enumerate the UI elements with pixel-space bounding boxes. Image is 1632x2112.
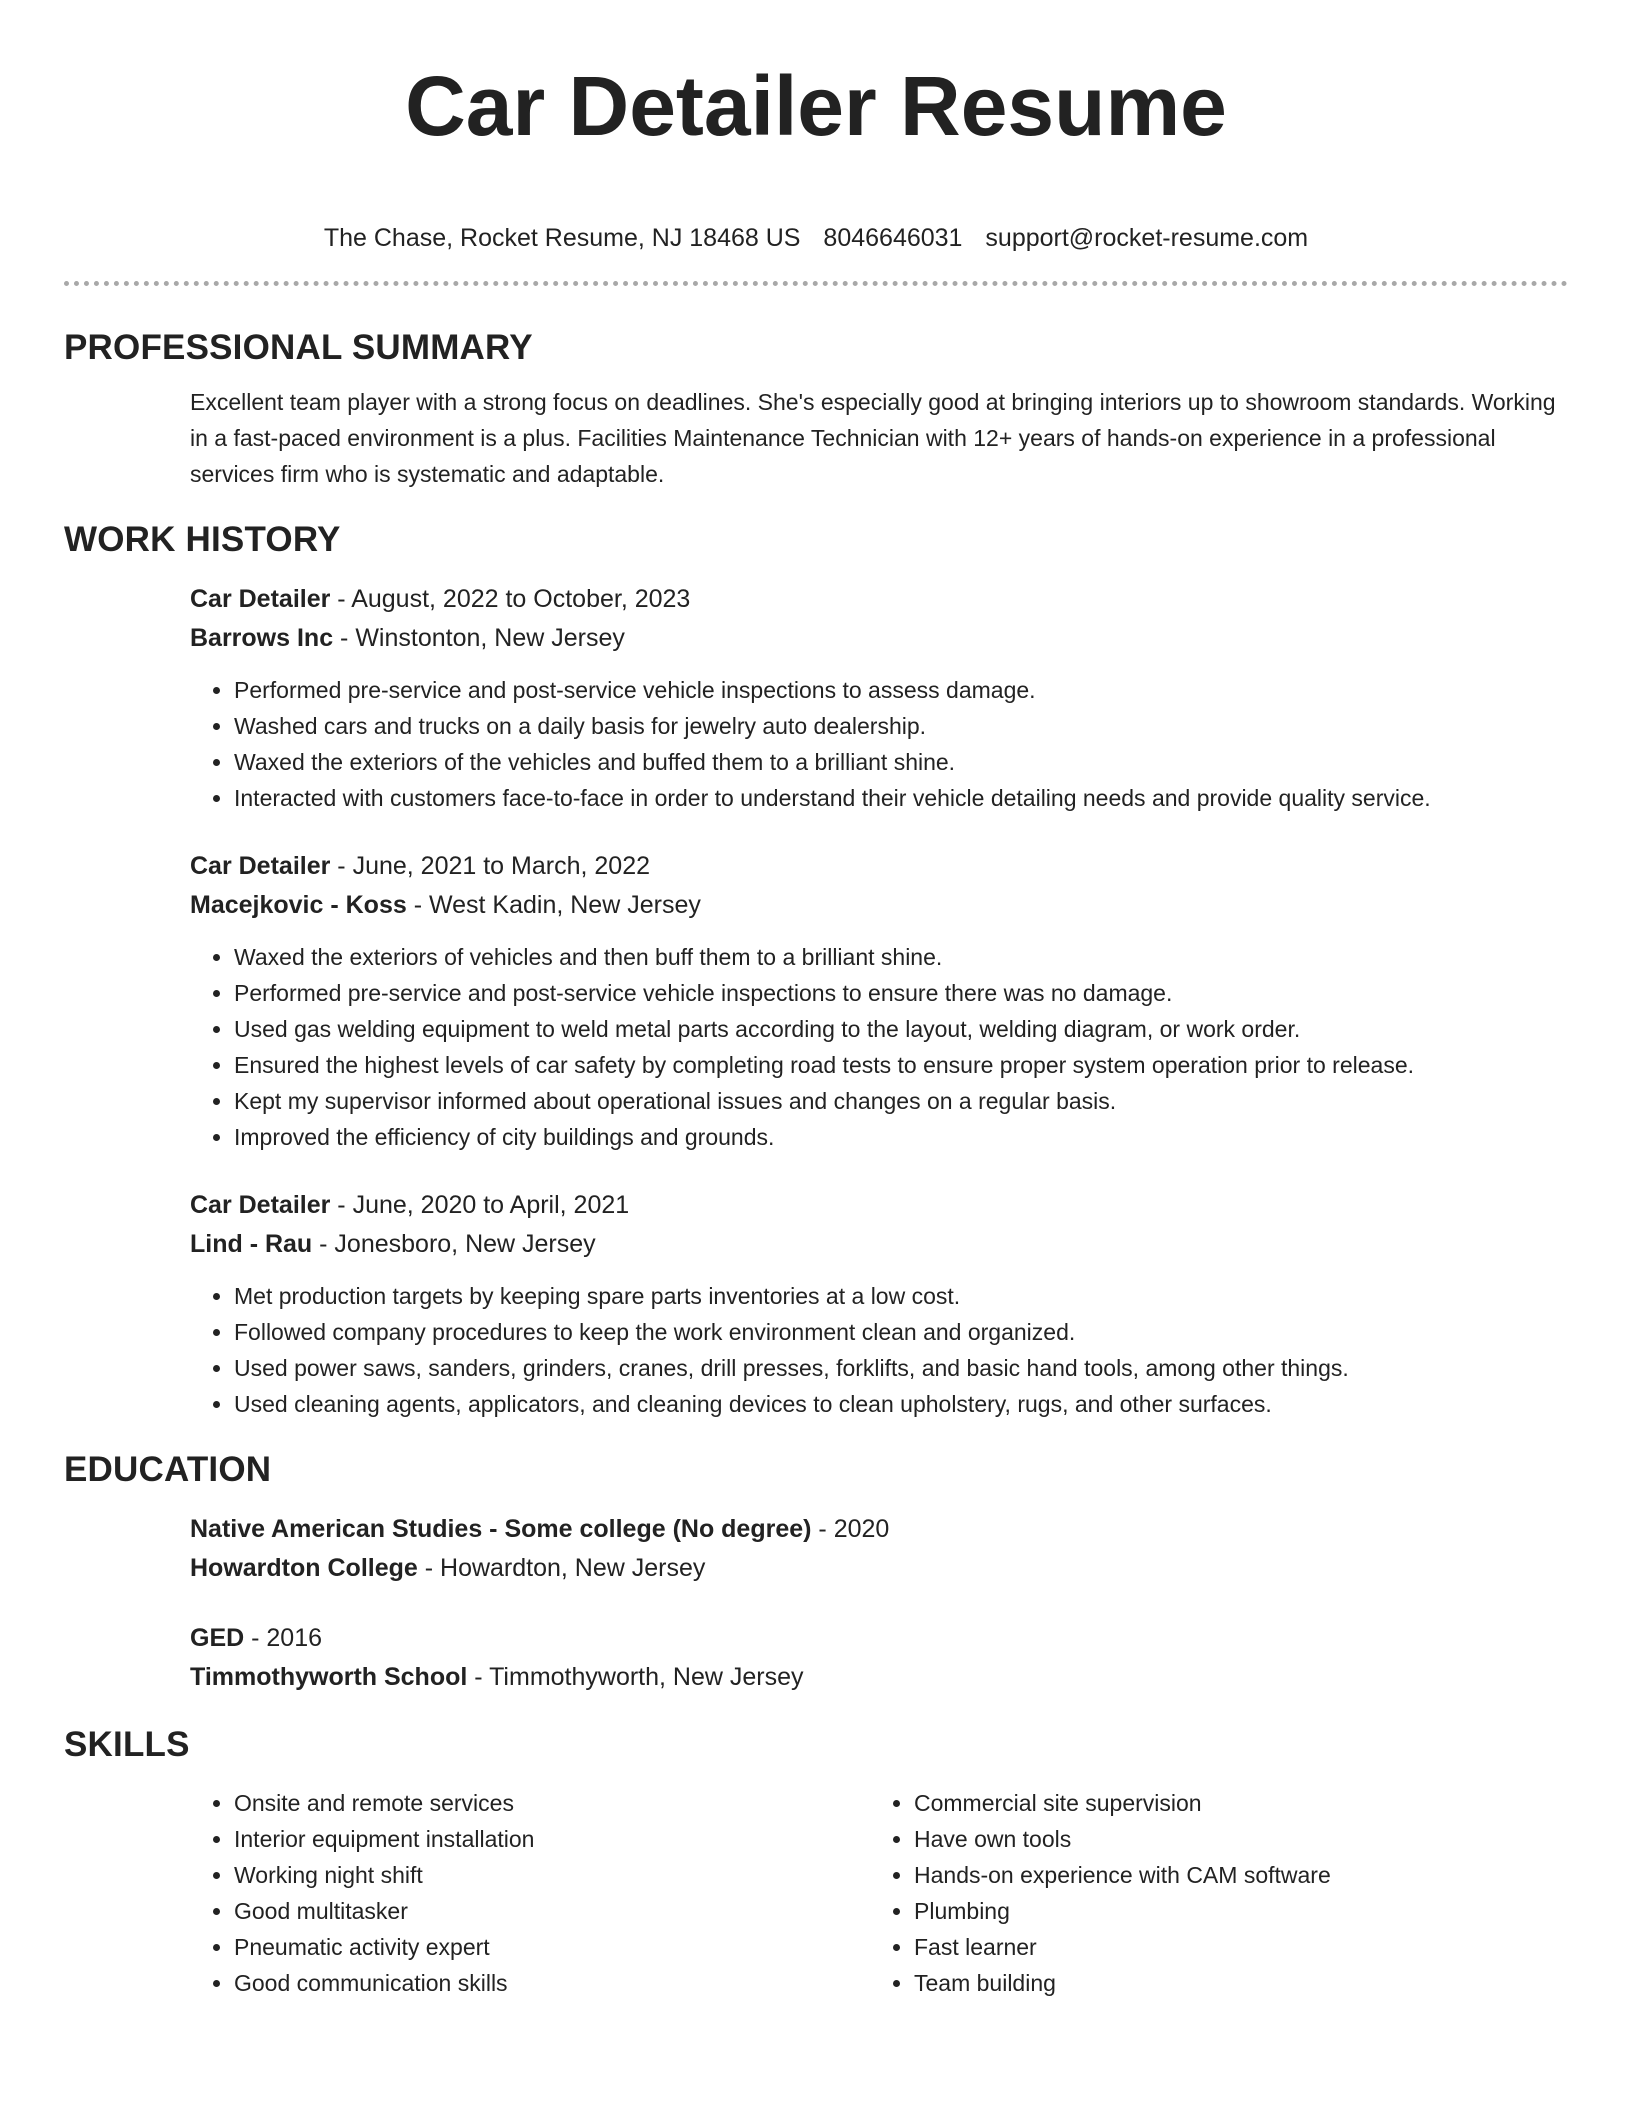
list-item: • Ensured the highest levels of car safety by completing road tests to ensure proper system operation prior to release.: [234, 1047, 1568, 1083]
job-title-line: [190, 847, 1568, 886]
job-entry: [190, 1186, 1568, 1422]
job-dates: - June, 2020 to April, 2021: [330, 1191, 630, 1219]
skills-heading: SKILLS: [64, 1725, 190, 1764]
summary-section: [190, 384, 1568, 492]
skills-list: [870, 1785, 1550, 2001]
list-item: • Followed company procedures to keep the work environment clean and organized.: [234, 1314, 1568, 1350]
list-item: • Kept my supervisor informed about operational issues and changes on a regular basis.: [234, 1083, 1568, 1119]
contact-line: [64, 222, 1568, 254]
education-heading: EDUCATION: [64, 1450, 272, 1489]
job-location: - West Kadin, New Jersey: [406, 891, 701, 919]
list-item: • Interior equipment installation: [234, 1821, 870, 1857]
job-company-line: [190, 1225, 1568, 1264]
job-location: - Winstonton, New Jersey: [333, 624, 625, 652]
degree-name: Native American Studies - Some college (No degree): [190, 1515, 812, 1543]
list-item: • Pneumatic activity expert: [234, 1929, 870, 1965]
list-item: • Waxed the exteriors of vehicles and then buff them to a brilliant shine.: [234, 939, 1568, 975]
resume-title: Car Detailer Resume: [405, 59, 1227, 153]
degree-year: - 2020: [811, 1515, 890, 1543]
school-name: Howardton College: [190, 1554, 418, 1582]
degree-name: GED: [190, 1624, 245, 1652]
job-location: - Jonesboro, New Jersey: [312, 1230, 596, 1258]
job-title-line: [190, 580, 1568, 619]
job-title-line: [190, 1186, 1568, 1225]
skills-section: [190, 1785, 1568, 2001]
list-item: • Plumbing: [914, 1893, 1550, 1929]
list-item: • Fast learner: [914, 1929, 1550, 1965]
education-entry: [190, 1510, 1568, 1588]
list-item: • Have own tools: [914, 1821, 1550, 1857]
summary-text: Excellent team player with a strong focus on deadlines. She's especially good at bringing interiors up to showroom standards. Working in a fast-paced environment is a plus. Facilities Maintenance Technician with 12+ years of hands-on experience in a professional services firm who is systematic and adaptable.: [190, 389, 1556, 487]
school-name: Timmothyworth School: [190, 1663, 468, 1691]
job-title: Car Detailer: [190, 852, 331, 880]
list-item: • Used power saws, sanders, grinders, cranes, drill presses, forklifts, and basic hand tools, among other things.: [234, 1350, 1568, 1386]
job-duties: [190, 1278, 1568, 1422]
job-entry: [190, 580, 1568, 816]
job-company: Lind - Rau: [190, 1230, 313, 1258]
list-item: • Used cleaning agents, applicators, and cleaning devices to clean upholstery, rugs, and other surfaces.: [234, 1386, 1568, 1422]
degree-line: [190, 1510, 1568, 1549]
job-company: Barrows Inc: [190, 624, 334, 652]
school-line: [190, 1549, 1568, 1588]
job-company-line: [190, 619, 1568, 658]
list-item: • Washed cars and trucks on a daily basis for jewelry auto dealership.: [234, 708, 1568, 744]
header-divider: [64, 281, 1568, 286]
skills-column-left: [190, 1785, 870, 2001]
school-line: [190, 1658, 1568, 1697]
list-item: • Performed pre-service and post-service vehicle inspections to assess damage.: [234, 672, 1568, 708]
school-location: - Howardton, New Jersey: [417, 1554, 706, 1582]
job-entry: [190, 847, 1568, 1155]
education-entry: [190, 1619, 1568, 1697]
list-item: • Good communication skills: [234, 1965, 870, 2001]
work-history-section: [190, 580, 1568, 1422]
job-title: Car Detailer: [190, 1191, 331, 1219]
school-location: - Timmothyworth, New Jersey: [467, 1663, 804, 1691]
job-duties: [190, 672, 1568, 816]
summary-heading: PROFESSIONAL SUMMARY: [64, 328, 533, 367]
skills-list: [190, 1785, 870, 2001]
list-item: • Commercial site supervision: [914, 1785, 1550, 1821]
contact-phone: 8046646031: [823, 224, 963, 252]
list-item: • Performed pre-service and post-service vehicle inspections to ensure there was no damage.: [234, 975, 1568, 1011]
job-company-line: [190, 886, 1568, 925]
job-dates: - August, 2022 to October, 2023: [330, 585, 691, 613]
contact-address: The Chase, Rocket Resume, NJ 18468 US: [323, 224, 801, 252]
degree-line: [190, 1619, 1568, 1658]
list-item: • Used gas welding equipment to weld metal parts according to the layout, welding diagram, or work order.: [234, 1011, 1568, 1047]
contact-email: support@rocket-resume.com: [985, 224, 1309, 252]
job-dates: - June, 2021 to March, 2022: [330, 852, 651, 880]
list-item: • Waxed the exteriors of the vehicles and buffed them to a brilliant shine.: [234, 744, 1568, 780]
skills-column-right: [870, 1785, 1550, 2001]
degree-year: - 2016: [244, 1624, 323, 1652]
job-duties: [190, 939, 1568, 1155]
job-company: Macejkovic - Koss: [190, 891, 407, 919]
list-item: • Working night shift: [234, 1857, 870, 1893]
list-item: • Onsite and remote services: [234, 1785, 870, 1821]
work-history-heading: WORK HISTORY: [64, 520, 341, 559]
list-item: • Hands-on experience with CAM software: [914, 1857, 1550, 1893]
list-item: • Met production targets by keeping spare parts inventories at a low cost.: [234, 1278, 1568, 1314]
list-item: • Improved the efficiency of city buildings and grounds.: [234, 1119, 1568, 1155]
job-title: Car Detailer: [190, 585, 331, 613]
education-section: [190, 1510, 1568, 1697]
list-item: • Good multitasker: [234, 1893, 870, 1929]
list-item: • Team building: [914, 1965, 1550, 2001]
list-item: • Interacted with customers face-to-face in order to understand their vehicle detailing needs and provide quality service.: [234, 780, 1568, 816]
